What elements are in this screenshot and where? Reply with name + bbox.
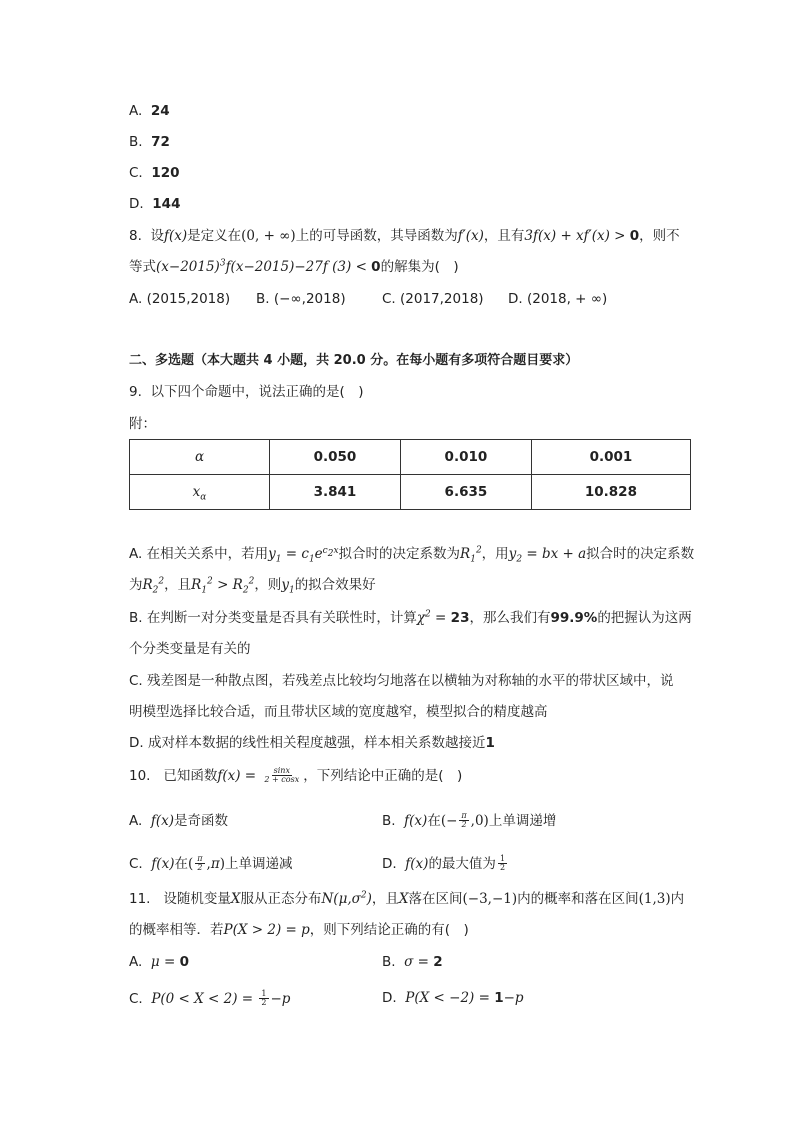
q8-option-b: B. (−∞,2018): [256, 291, 346, 307]
table-cell: 6.635: [400, 475, 531, 510]
q9-option-c-line1: C. 残差图是一种散点图，若残差点比较均匀地落在以横轴为对称轴的水平的带状区域中，说: [129, 673, 674, 689]
q11-option-d: D. P(X < −2) = 1−p: [382, 990, 524, 1006]
q9-attach-label: 附：: [129, 416, 156, 432]
q7-option-a: A. 24: [129, 103, 170, 119]
q9-option-d: D. 成对样本数据的线性相关程度越强，样本相关系数越接近1: [129, 735, 495, 751]
table-cell: 0.010: [400, 440, 531, 475]
q7-option-d: D. 144: [129, 196, 181, 212]
q9-stem: 9. 以下四个命题中，说法正确的是( ): [129, 384, 364, 400]
q7-option-b: B. 72: [129, 134, 170, 150]
table-cell: 0.050: [270, 440, 401, 475]
q9-option-c-line2: 明模型选择比较合适，而且带状区域的宽度越窄，模型拟合的精度越高: [129, 704, 548, 720]
table-row: [130, 440, 691, 475]
q9-option-a-line1: A. 在相关关系中，若用$y_1 = c_1e^{c_2x}$拟合时的决定系数为$R_1^2$，用$y_2$ = bx + a拟合时的决定系数: [129, 545, 695, 565]
table-row-label-x-alpha: $x_\alpha$: [130, 475, 270, 510]
q7-option-c: C. 120: [129, 165, 180, 181]
q8-option-d: D. (2018, + ∞): [508, 291, 608, 307]
critical-value-table: [129, 439, 691, 510]
q10-stem: 10. 已知函数f(x) = $\frac{\sin x}{2 + \cos x}$ ，下列结论中正确的是( ): [129, 766, 463, 785]
q10-option-d: D. f(x)的最大值为 $\frac{1}{2}$: [382, 854, 506, 873]
q11-option-b: B. σ = 2: [382, 954, 443, 970]
table-cell: 3.841: [270, 475, 401, 510]
q8-stem-line1: 8. 设f(x)是定义在(0, + ∞)上的可导函数，其导函数为f′(x)，且有3f(x) + xf′(x) > 0，则不: [129, 228, 680, 244]
fraction-sinx-over-2-cosx: $\frac{\sin x}{2 + \cos x}$: [264, 766, 300, 785]
q8-option-c: C. (2017,2018): [382, 291, 484, 307]
q10-option-a: A. f(x)是奇函数: [129, 813, 229, 829]
q11-stem-line1: 11. 设随机变量X服从正态分布$N(\mu,\sigma^2)$，且X落在区间(−3,−1)内的概率和落在区间(1,3)内: [129, 890, 685, 907]
q8-option-a: A. (2015,2018): [129, 291, 231, 307]
table-cell: 0.001: [531, 440, 690, 475]
table-row-label-alpha: α: [130, 440, 270, 475]
q9-option-a-line2: 为$R_2^2$，且$R_1^2 > R_2^2$，则$y_1$的拟合效果好: [129, 576, 376, 596]
q11-stem-line2: 的概率相等．若P(X > 2) = p，则下列结论正确的有( ): [129, 922, 469, 938]
q8-stem-line2: 等式$(x-2015)^3f(x-2015)-27f$ (3) < 0的解集为( ): [129, 258, 459, 275]
table-row: [130, 475, 691, 510]
section-heading: 二、多选题（本大题共 4 小题，共 20.0 分。在每小题有多项符合题目要求）: [129, 353, 579, 368]
q10-option-c: C. f(x)在( $\frac{\pi}{2}$ ,π)上单调递减: [129, 854, 293, 873]
q10-option-b: B. f(x)在(− $\frac{\pi}{2}$ ,0)上单调递增: [382, 811, 557, 830]
q11-option-a: A. μ = 0: [129, 954, 189, 970]
table-cell: 10.828: [531, 475, 690, 510]
q9-option-b-line1: B. 在判断一对分类变量是否具有关联性时，计算$\chi^2 = 23$，那么我们有99.9%的把握认为这两: [129, 609, 692, 626]
q11-option-c: C. P(0 < X < 2) = $\frac{1}{2}$ −p: [129, 989, 291, 1008]
q9-option-b-line2: 个分类变量是有关的: [129, 641, 251, 657]
